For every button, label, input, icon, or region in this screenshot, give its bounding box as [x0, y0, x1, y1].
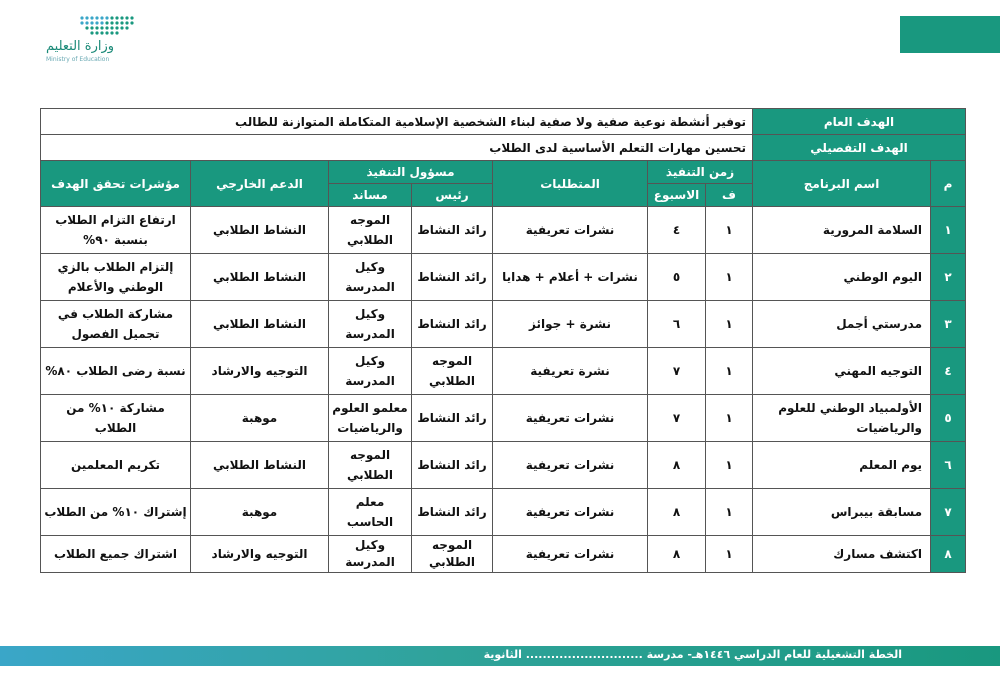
- row-indicator: تكريم المعلمين: [41, 442, 191, 489]
- row-program: اليوم الوطني: [753, 254, 931, 301]
- row-week: ٨: [648, 489, 706, 536]
- general-goal-row: [41, 109, 966, 135]
- row-assistant: الموجه الطلابي: [329, 207, 412, 254]
- col-time-f-header: ف: [706, 184, 753, 207]
- row-index: ٨: [931, 536, 966, 573]
- row-week: ٨: [648, 536, 706, 573]
- col-support-header: الدعم الخارجي: [191, 161, 329, 207]
- row-indicator: إلتزام الطلاب بالزي الوطني والأعلام: [41, 254, 191, 301]
- row-head: رائد النشاط: [412, 254, 493, 301]
- row-head: رائد النشاط: [412, 301, 493, 348]
- operational-plan-table: [40, 108, 966, 573]
- row-assistant: وكيل المدرسة: [329, 536, 412, 573]
- row-assistant: معلم الحاسب: [329, 489, 412, 536]
- row-assistant: وكيل المدرسة: [329, 254, 412, 301]
- row-f: ١: [706, 254, 753, 301]
- logo-dots-icon: [78, 14, 138, 38]
- row-index: ١: [931, 207, 966, 254]
- row-assistant: الموجه الطلابي: [329, 442, 412, 489]
- row-requirements: نشرات تعريفية: [493, 207, 648, 254]
- row-support: موهبة: [191, 489, 329, 536]
- row-week: ٧: [648, 395, 706, 442]
- col-requirements-header: المتطلبات: [493, 161, 648, 207]
- row-week: ٤: [648, 207, 706, 254]
- col-responsible-header: مسؤول التنفيذ: [329, 161, 493, 184]
- row-support: النشاط الطلابي: [191, 254, 329, 301]
- table-row: [41, 536, 966, 573]
- row-head: رائد النشاط: [412, 207, 493, 254]
- row-requirements: نشرات تعريفية: [493, 536, 648, 573]
- row-index: ٤: [931, 348, 966, 395]
- table-row: [41, 489, 966, 536]
- row-program: السلامة المرورية: [753, 207, 931, 254]
- row-f: ١: [706, 395, 753, 442]
- table-row: [41, 254, 966, 301]
- row-requirements: نشرات تعريفية: [493, 489, 648, 536]
- row-f: ١: [706, 442, 753, 489]
- row-indicator: مشاركة الطلاب في تجميل الفصول: [41, 301, 191, 348]
- column-header-row: [41, 161, 966, 184]
- row-program: الأولمبياد الوطني للعلوم والرياضيات: [753, 395, 931, 442]
- row-requirements: نشرة + جوائز: [493, 301, 648, 348]
- row-head: رائد النشاط: [412, 442, 493, 489]
- row-indicator: اشتراك جميع الطلاب: [41, 536, 191, 573]
- logo-english-text: Ministry of Education: [46, 56, 110, 63]
- row-requirements: نشرات تعريفية: [493, 395, 648, 442]
- table-row: [41, 207, 966, 254]
- row-f: ١: [706, 348, 753, 395]
- row-indicator: ارتفاع التزام الطلاب بنسبة ٩٠%: [41, 207, 191, 254]
- col-program-header: اسم البرنامج: [753, 161, 931, 207]
- row-assistant: وكيل المدرسة: [329, 301, 412, 348]
- row-f: ١: [706, 536, 753, 573]
- row-head: رائد النشاط: [412, 395, 493, 442]
- logo-arabic-text: وزارة التعليم: [46, 39, 115, 54]
- row-program: التوجيه المهني: [753, 348, 931, 395]
- row-support: التوجيه والارشاد: [191, 348, 329, 395]
- row-program: مدرستي أجمل: [753, 301, 931, 348]
- general-goal-text: توفير أنشطة نوعية صفية ولا صفية لبناء الشخصية الإسلامية المتكاملة المتوازنة للطالب: [41, 109, 753, 135]
- row-f: ١: [706, 207, 753, 254]
- row-support: النشاط الطلابي: [191, 207, 329, 254]
- corner-accent-block: [900, 16, 1000, 53]
- row-requirements: نشرات + أعلام + هدايا: [493, 254, 648, 301]
- row-f: ١: [706, 301, 753, 348]
- col-time-header: زمن التنفيذ: [648, 161, 753, 184]
- row-support: النشاط الطلابي: [191, 442, 329, 489]
- row-head: الموجه الطلابي: [412, 536, 493, 573]
- table-row: [41, 442, 966, 489]
- row-head: رائد النشاط: [412, 489, 493, 536]
- row-program: مسابقة بيبراس: [753, 489, 931, 536]
- row-index: ٣: [931, 301, 966, 348]
- row-support: موهبة: [191, 395, 329, 442]
- row-index: ٥: [931, 395, 966, 442]
- row-requirements: نشرة تعريفية: [493, 348, 648, 395]
- row-week: ٥: [648, 254, 706, 301]
- col-assistant-header: مساند: [329, 184, 412, 207]
- row-indicator: مشاركة ١٠% من الطلاب: [41, 395, 191, 442]
- row-index: ٦: [931, 442, 966, 489]
- row-week: ٨: [648, 442, 706, 489]
- table-row: [41, 348, 966, 395]
- table-row: [41, 301, 966, 348]
- row-f: ١: [706, 489, 753, 536]
- footer-bar: [0, 646, 1000, 666]
- table-row: [41, 395, 966, 442]
- row-week: ٧: [648, 348, 706, 395]
- col-time-week-header: الاسبوع: [648, 184, 706, 207]
- row-index: ٧: [931, 489, 966, 536]
- row-program: يوم المعلم: [753, 442, 931, 489]
- row-program: اكتشف مسارك: [753, 536, 931, 573]
- col-head-header: رئيس: [412, 184, 493, 207]
- col-indicators-header: مؤشرات تحقق الهدف: [41, 161, 191, 207]
- row-indicator: إشتراك ١٠% من الطلاب: [41, 489, 191, 536]
- detailed-goal-row: [41, 135, 966, 161]
- row-index: ٢: [931, 254, 966, 301]
- row-requirements: نشرات تعريفية: [493, 442, 648, 489]
- ministry-logo: [40, 12, 140, 64]
- row-week: ٦: [648, 301, 706, 348]
- footer-plan-text: الخطة التشغيلية للعام الدراسي ١٤٤٦هـ- مدرسة ............................ الثانوية: [483, 648, 902, 661]
- row-support: التوجيه والارشاد: [191, 536, 329, 573]
- detailed-goal-text: تحسين مهارات التعلم الأساسية لدى الطلاب: [41, 135, 753, 161]
- row-assistant: معلمو العلوم والرياضيات: [329, 395, 412, 442]
- row-support: النشاط الطلابي: [191, 301, 329, 348]
- detailed-goal-label: الهدف التفصيلي: [753, 135, 966, 161]
- general-goal-label: الهدف العام: [753, 109, 966, 135]
- row-head: الموجه الطلابي: [412, 348, 493, 395]
- col-index-header: م: [931, 161, 966, 207]
- row-indicator: نسبة رضى الطلاب ٨٠%: [41, 348, 191, 395]
- row-assistant: وكيل المدرسة: [329, 348, 412, 395]
